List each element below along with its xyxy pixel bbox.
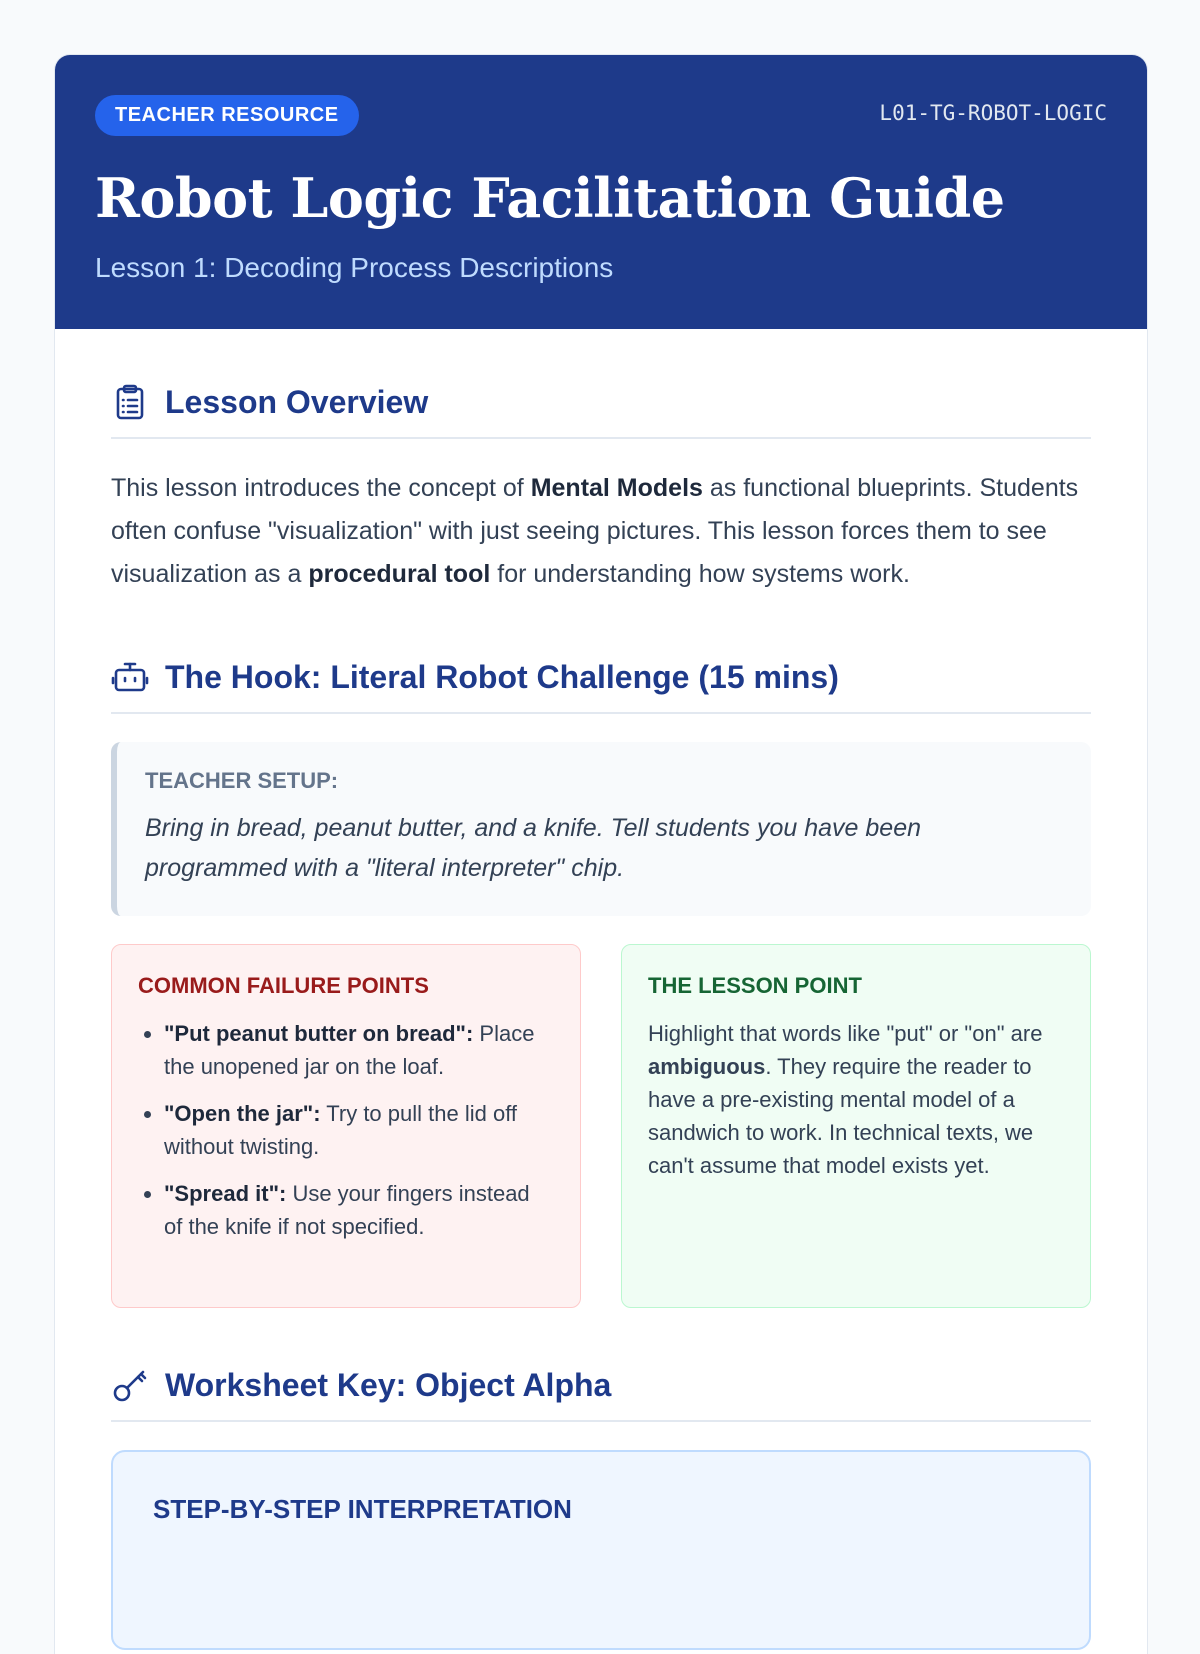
- lesson-point-card: [621, 944, 1091, 1308]
- document-code: L01-TG-ROBOT-LOGIC: [879, 101, 1107, 125]
- setup-label: TEACHER SETUP:: [145, 768, 339, 793]
- page-header: [55, 55, 1147, 329]
- overview-title: Lesson Overview: [165, 383, 429, 420]
- overview-text-2: as functional blueprints. Students often confuse "visualization" with just seeing pictures. This lesson forces them to see visualization as a: [111, 474, 1079, 588]
- teacher-setup-callout: [111, 742, 1091, 916]
- failure-label: "Open the jar":: [164, 1101, 321, 1126]
- list-item: [164, 1097, 554, 1163]
- teacher-guide-page: [54, 54, 1148, 1654]
- list-item: [164, 1177, 554, 1243]
- guide-content: [55, 383, 1147, 1650]
- setup-text: Bring in bread, peanut butter, and a knife. Tell students you have been programmed with a "literal interpreter" chip.: [145, 814, 922, 882]
- lesson-point-text-1: Highlight that words like "put" or "on" are: [648, 1021, 1043, 1046]
- robot-icon: [111, 658, 149, 696]
- key-icon: [111, 1366, 149, 1404]
- worksheet-heading: [111, 1366, 1091, 1422]
- list-item: [164, 1017, 554, 1083]
- overview-paragraph: [111, 467, 1091, 596]
- clipboard-icon: [111, 383, 149, 421]
- overview-text-3: for understanding how systems work.: [490, 560, 910, 588]
- overview-emphasis-1: Mental Models: [530, 474, 703, 502]
- lesson-point-emphasis: ambiguous: [648, 1054, 766, 1079]
- overview-heading: [111, 383, 1091, 439]
- failure-label: "Spread it":: [164, 1181, 287, 1206]
- worksheet-title: Worksheet Key: Object Alpha: [165, 1366, 612, 1403]
- failure-label: "Put peanut butter on bread":: [164, 1021, 474, 1046]
- failure-points-list: [138, 1017, 554, 1243]
- page-title: Robot Logic Facilitation Guide: [95, 166, 1005, 230]
- worksheet-key-box: [111, 1450, 1091, 1650]
- lesson-point-text: [648, 1017, 1064, 1182]
- failure-points-card: [111, 944, 581, 1308]
- hook-title: The Hook: Literal Robot Challenge (15 mins): [165, 658, 839, 695]
- failure-text: Try to pull the lid off without twisting.: [164, 1101, 518, 1159]
- failure-points-title: COMMON FAILURE POINTS: [138, 973, 429, 998]
- overview-emphasis-2: procedural tool: [308, 560, 491, 588]
- failure-text: Use your fingers instead of the knife if not specified.: [164, 1181, 530, 1239]
- hook-heading: [111, 658, 1091, 714]
- failure-text: Place the unopened jar on the loaf.: [164, 1021, 535, 1079]
- page-subtitle: Lesson 1: Decoding Process Descriptions: [95, 252, 614, 283]
- overview-text-1: This lesson introduces the concept of: [111, 474, 531, 502]
- resource-badge: TEACHER RESOURCE: [95, 95, 359, 136]
- hook-columns: [111, 944, 1091, 1308]
- lesson-point-title: THE LESSON POINT: [648, 973, 862, 998]
- interpretation-label: STEP-BY-STEP INTERPRETATION: [153, 1494, 572, 1524]
- lesson-point-text-2: . They require the reader to have a pre-existing mental model of a sandwich to work. In technical texts, we can't assume that model exists yet.: [648, 1054, 1034, 1178]
